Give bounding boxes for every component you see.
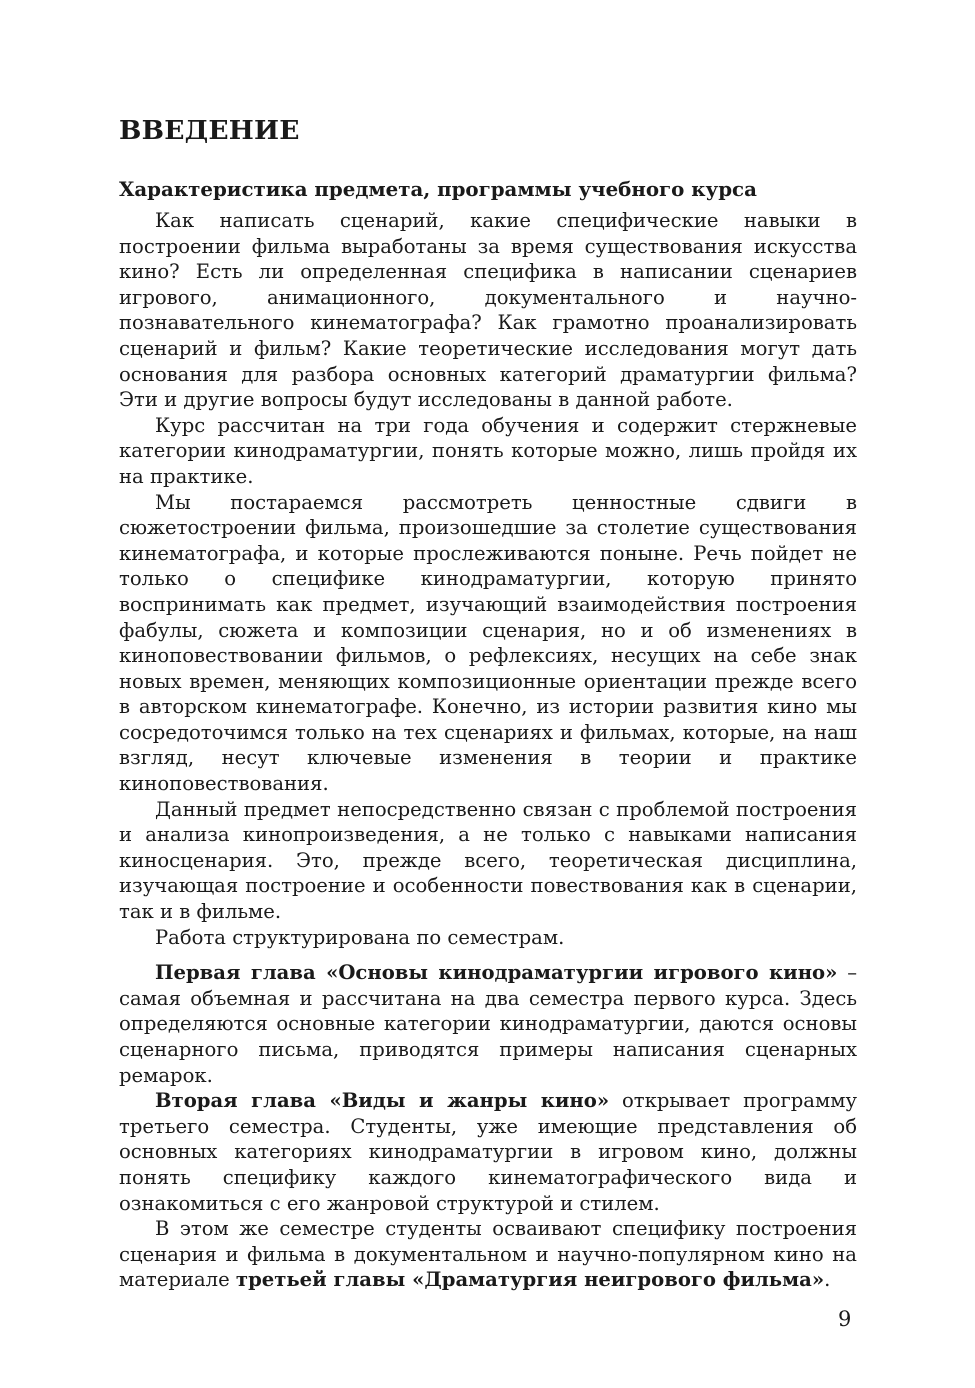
paragraph-8-text: В этом же семестре студенты осваивают специфику построения сценария и фильма в документальном и научно-популярном кино на материале (119, 1217, 857, 1292)
body-text (119, 208, 857, 1293)
paragraph-7-text: открывает программу третьего семестра. Студенты, уже имеющие представления об основных категориях кинодраматургии в игровом кино, должны понять специфику каждого кинематографического вида и ознакомиться с его жанровой структурой и стилем. (119, 1089, 857, 1215)
paragraph-2: Курс рассчитан на три года обучения и содержит стержневые категории кинодраматургии, понять которые можно, лишь пройдя их на практике. (119, 413, 857, 488)
chapter-2-reference: Вторая глава «Виды и жанры кино» (155, 1089, 610, 1113)
paragraph-5: Работа структурирована по семестрам. (155, 925, 565, 949)
page-content (119, 104, 857, 1293)
paragraph-1: Как написать сценарий, какие специфические навыки в построении фильма выработаны за время существования искусства кино? Есть ли определенная специфика в написании сценариев игрового, анимационного, документального и научно-познавательного кинематографа? Как грамотно проанализировать сценарий и фильм? Какие теоретические исследования могут дать основания для разбора основных категорий драматургии фильма? Эти и другие вопросы будут исследованы в данной работе. (119, 209, 857, 412)
paragraph-7 (119, 1088, 857, 1216)
chapter-1-reference: Первая глава «Основы кинодраматургии игрового кино» (155, 961, 838, 985)
paragraph-3: Мы постараемся рассмотреть ценностные сдвиги в сюжетостроении фильма, произошедшие за столетие существования кинематографа, и которые прослеживаются поныне. Речь пойдет не только о специфике кинодраматургии, которую принято воспринимать как предмет, изучающий взаимодействия построения фабулы, сюжета и композиции сценария, но и об изменениях в киноповествовании фильмов, о рефлексиях, несущих на себе знак новых времен, меняющих композиционные ориентации прежде всего в авторском кинематографе. Конечно, из истории развития кино мы сосредоточимся только на тех сценариях и фильмах, которые, на наш взгляд, несут ключевые изменения в теории и практике киноповествования. (119, 490, 857, 796)
paragraph-8-end: . (824, 1268, 831, 1292)
paragraph-6 (119, 960, 857, 1088)
page-number: 9 (838, 1307, 852, 1331)
paragraph-6-text: – самая объемная и рассчитана на два семестра первого курса. Здесь определяются основные категории кинодраматургии, даются основы сценарного письма, приводятся примеры написания сценарных ремарок. (119, 961, 857, 1087)
paragraph-8 (119, 1216, 857, 1293)
chapter-3-reference: третьей главы «Драматургия неигрового фильма» (235, 1268, 825, 1292)
chapter-title: ВВЕДЕНИЕ (119, 115, 300, 146)
section-title: Характеристика предмета, программы учебного курса (119, 177, 757, 201)
paragraph-4: Данный предмет непосредственно связан с проблемой построения и анализа кинопроизведения, а не только с навыками написания киносценария. Это, прежде всего, теоретическая дисциплина, изучающая построение и особенности повествования как в сценарии, так и в фильме. (119, 797, 857, 924)
